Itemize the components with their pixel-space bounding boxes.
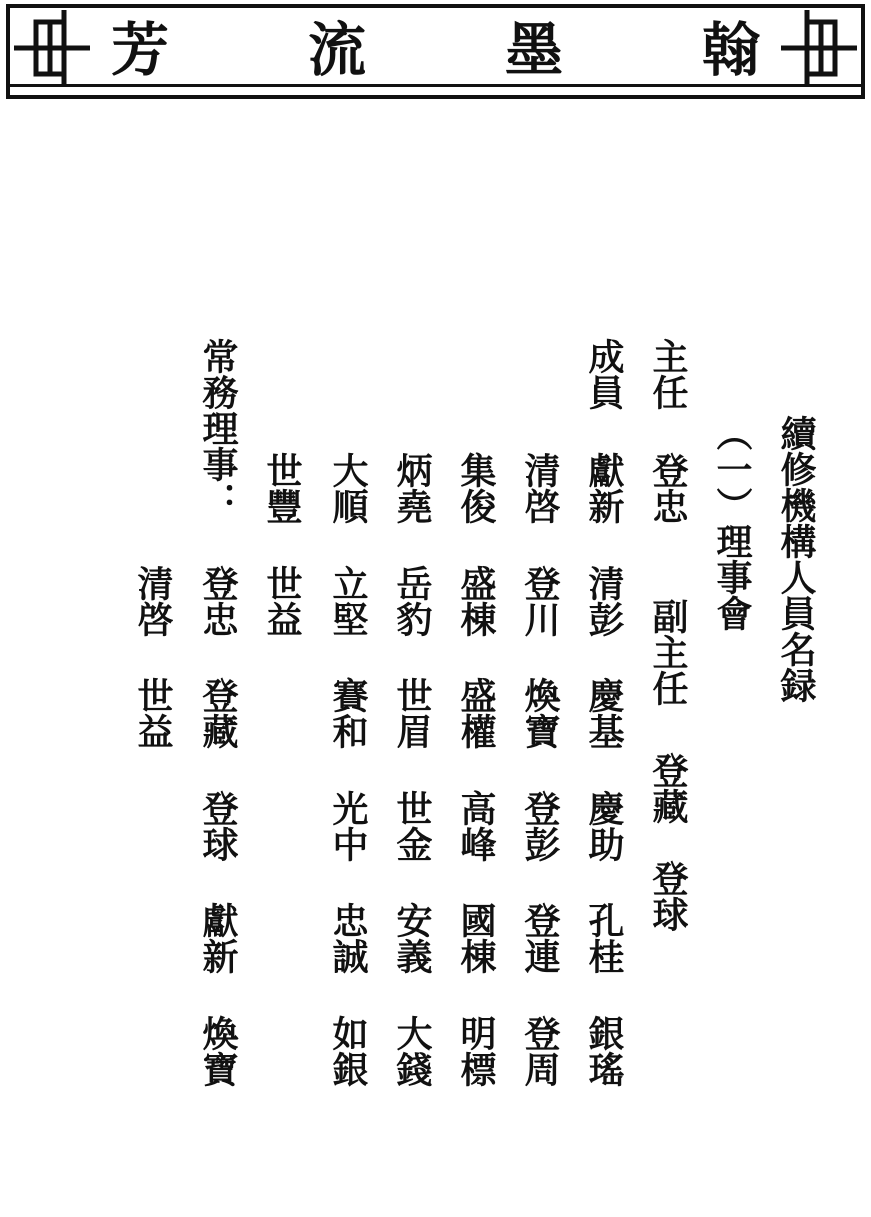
standing-label: 常務理事： bbox=[197, 338, 239, 518]
member-name: 集俊 bbox=[455, 452, 497, 524]
member-name: 光中 bbox=[327, 790, 369, 862]
standing-name: 世益 bbox=[132, 677, 174, 749]
member-name: 盛權 bbox=[455, 677, 497, 749]
member-name: 銀瑤 bbox=[583, 1015, 625, 1087]
vice-chair-label: 副主任 bbox=[647, 598, 689, 706]
member-name: 煥寶 bbox=[519, 677, 561, 749]
member-name: 世豐 bbox=[261, 452, 303, 524]
banner-char: 芳 bbox=[111, 16, 170, 84]
page-heading: 續修機構人員名録 bbox=[775, 415, 817, 703]
section-title: （一）理事會 bbox=[711, 415, 753, 631]
member-name: 賽和 bbox=[327, 677, 369, 749]
member-name: 世金 bbox=[391, 790, 433, 862]
vice-chair-name: 登藏 bbox=[647, 752, 689, 824]
standing-name: 登忠 bbox=[197, 565, 239, 637]
standing-name: 煥寶 bbox=[197, 1015, 239, 1087]
member-name: 岳豹 bbox=[391, 565, 433, 637]
header-banner bbox=[6, 4, 865, 99]
member-name: 高峰 bbox=[455, 790, 497, 862]
member-name: 盛棟 bbox=[455, 565, 497, 637]
member-name: 忠誠 bbox=[327, 902, 369, 974]
member-name: 慶助 bbox=[583, 790, 625, 862]
chair-name: 登忠 bbox=[647, 452, 689, 524]
fret-ornament-icon bbox=[779, 8, 857, 88]
vice-chair-name: 登球 bbox=[647, 860, 689, 932]
member-name: 安義 bbox=[391, 902, 433, 974]
fret-ornament-icon bbox=[14, 8, 92, 88]
member-name: 炳堯 bbox=[391, 452, 433, 524]
member-name: 大順 bbox=[327, 452, 369, 524]
members-label: 成員 bbox=[583, 338, 625, 410]
banner-char: 流 bbox=[307, 16, 366, 84]
standing-name: 登藏 bbox=[197, 677, 239, 749]
member-name: 獻新 bbox=[583, 452, 625, 524]
banner-char: 翰 bbox=[701, 16, 760, 84]
banner-title bbox=[105, 14, 766, 86]
member-name: 如銀 bbox=[327, 1015, 369, 1087]
member-name: 孔桂 bbox=[583, 902, 625, 974]
member-name: 大錢 bbox=[391, 1015, 433, 1087]
member-name: 慶基 bbox=[583, 677, 625, 749]
standing-name: 獻新 bbox=[197, 902, 239, 974]
member-name: 登連 bbox=[519, 902, 561, 974]
standing-name: 登球 bbox=[197, 790, 239, 862]
member-name: 世益 bbox=[261, 565, 303, 637]
member-name: 登彭 bbox=[519, 790, 561, 862]
standing-name: 清啓 bbox=[132, 565, 174, 637]
member-name: 國棟 bbox=[455, 902, 497, 974]
member-name: 清彭 bbox=[583, 565, 625, 637]
member-name: 明標 bbox=[455, 1015, 497, 1087]
banner-char: 墨 bbox=[504, 16, 563, 84]
member-name: 世眉 bbox=[391, 677, 433, 749]
member-name: 立堅 bbox=[327, 565, 369, 637]
member-name: 登周 bbox=[519, 1015, 561, 1087]
chair-label: 主任 bbox=[647, 338, 689, 410]
member-name: 登川 bbox=[519, 565, 561, 637]
member-name: 清啓 bbox=[519, 452, 561, 524]
